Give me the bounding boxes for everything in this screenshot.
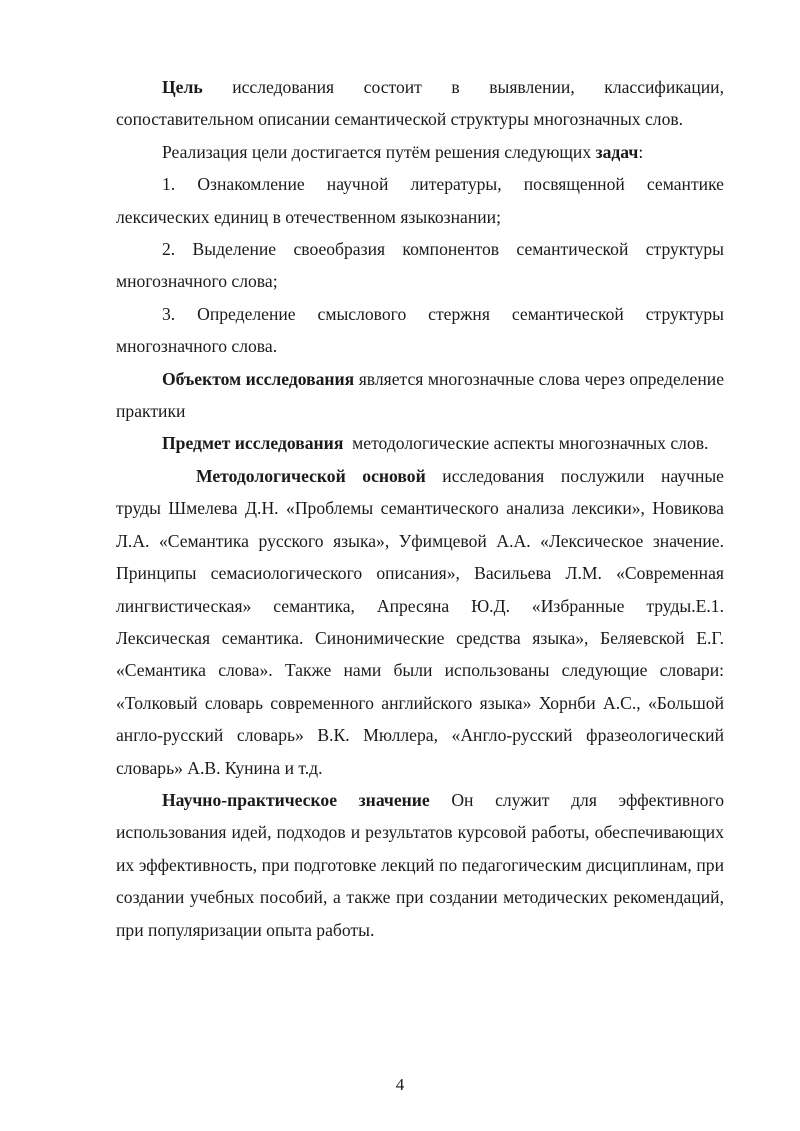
paragraph-text: Он служит для эффективного использования идей, подходов и результатов курсовой работы, обеспечивающих их эффективность, при подготовке лекций по педагогическим дисциплинам, при создании учебных пособий, а также при создании методических рекомендаций, при популяризации опыта работы. bbox=[116, 789, 725, 940]
paragraph-subject bbox=[116, 427, 724, 459]
paragraph-text: исследования состоит в выявлении, классификации, сопоставительном описании семантической структуры многозначных слов. bbox=[116, 77, 724, 130]
paragraph-task-2 bbox=[116, 233, 724, 298]
paragraph-lead: Цель bbox=[162, 77, 203, 97]
paragraph-lead: Научно-практическое значение bbox=[162, 789, 430, 810]
paragraph-lead: Методологической основой bbox=[196, 465, 426, 486]
paragraph-goal bbox=[116, 71, 724, 136]
paragraph-task-1 bbox=[116, 168, 724, 233]
paragraph-tail: : bbox=[638, 141, 644, 162]
paragraph-text: исследования послужили научные труды Шмелева Д.Н. «Проблемы семантического анализа лексики», Новикова Л.А. «Семантика русского языка», Уфимцевой А.А. «Лексическое значение. Принципы семасиологического описания», Васильева Л.М. «Современная лингвистическая» семантика, Апресяна Ю.Д. «Избранные труды.Е.1. Лексическая семантика. Синонимические средства языка», Беляевской Е.Г. «Семантика слова». Также нами были использованы следующие словари: «Толковый словарь современного английского языка» Хорнби А.С., «Большой англо-русский словарь» В.К. Мюллера, «Англо-русский фразеологический словарь» А.В. Кунина и т.д. bbox=[116, 465, 724, 778]
paragraph-tasks-intro bbox=[116, 136, 724, 168]
paragraph-text: 1. Ознакомление научной литературы, посвященной семантике лексических единиц в отечественном языкознании; bbox=[116, 174, 724, 227]
paragraph-lead: Предмет исследования bbox=[162, 433, 344, 454]
paragraph-text: является многозначные слова через определение практики bbox=[116, 368, 725, 422]
paragraph-object bbox=[116, 363, 724, 428]
paragraph-text: методологические аспекты многозначных слов. bbox=[343, 433, 709, 454]
document-body bbox=[116, 71, 724, 946]
paragraph-significance bbox=[116, 784, 724, 946]
paragraph-task-3 bbox=[116, 298, 724, 363]
paragraph-text: 3. Определение смыслового стержня семантической структуры многозначного слова. bbox=[116, 303, 724, 357]
paragraph-bold-word: задач bbox=[595, 141, 639, 162]
paragraph-text: Реализация цели достигается путём решения следующих bbox=[162, 141, 596, 162]
paragraph-text: 2. Выделение своеобразия компонентов семантической структуры многозначного слова; bbox=[116, 239, 724, 292]
paragraph-lead: Объектом исследования bbox=[162, 368, 355, 389]
page-number: 4 bbox=[395, 1075, 405, 1094]
paragraph-methodology bbox=[116, 460, 724, 784]
